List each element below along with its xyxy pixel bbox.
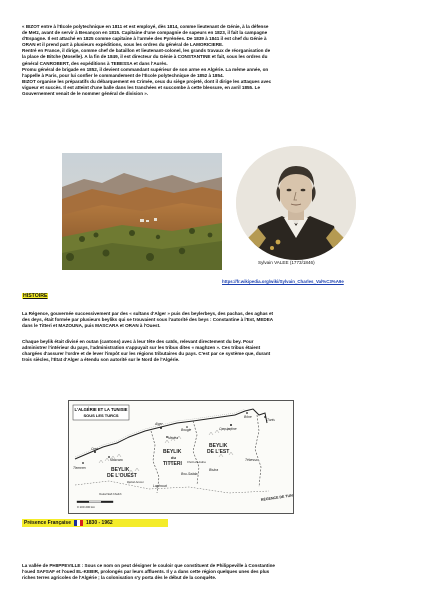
text-line: la place de Bitche (Moselle). A la fin de 1849, il est directeur du Génie à CONSTANTINE et fait, sous les ordres du [22, 54, 268, 60]
map-city-bou-saada: Bou-Saâda [181, 472, 198, 476]
regence-paragraph [22, 311, 404, 329]
map-label-beylik-titteri: BEYLIK [163, 449, 182, 455]
text-line: La Régence, gouvernée successivement par des « sultans d'Alger » puis des beylerbeys, des pachas, des aghas et [22, 311, 274, 316]
text-line: ORAN et il prend part à plusieurs expéditions, sous les ordres du général de LAMORICIERE. [22, 42, 224, 48]
algeria-turkish-map [68, 400, 294, 514]
bizot-biography-paragraph [22, 24, 404, 97]
map-scale-label: 0 100 200 km [77, 505, 96, 509]
map-label-beylik-ouest: BEYLIK [111, 467, 130, 473]
map-title-1: L'ALGÉRIE ET LA TUNISIE [74, 407, 128, 412]
beylik-paragraph [22, 339, 404, 363]
map-city-tebessa: Tébessa [245, 458, 258, 462]
map-city-medea: Médéa [168, 436, 179, 440]
text-line: riches terres agricoles de l'Algérie ; la colonisation s'y porta dès le début de la conquête. [22, 575, 217, 581]
landscape-photo [62, 153, 222, 270]
text-line: des deys, était formée par plusieurs beyliks qui se trouvaient sous l'autorité des beys : Constantine à l'Est, MEDEA [22, 317, 274, 323]
map-city-biskra: Biskra [209, 468, 219, 472]
map-title-2: SOUS LES TURCS [83, 413, 119, 418]
text-line: La vallée de PHIIPPEVILLE : Sous ce nom on peut désigner le couloir que constituent de Philippeville à Constantine [22, 563, 275, 568]
vallee-philippeville-paragraph [22, 563, 404, 581]
map-label-djebel-amour: Djebel Amour [127, 480, 144, 484]
map-city-bougie: Bougie [181, 428, 192, 432]
map-label-beylik-ouest-2: DE L'OUEST [107, 473, 137, 479]
presence-years: 1830 - 1962 [85, 520, 113, 526]
map-city-alger: Alger [155, 422, 163, 426]
map-label-regence-tunis: RÉGENCE DE TUNIS [260, 493, 293, 502]
map-city-constantine: Constantine [219, 427, 237, 431]
text-line: général CANROBERT, des expéditions à TEBESSA et dans l'Aurès. [22, 60, 168, 66]
map-city-bone: Bône [244, 415, 252, 419]
map-label-beylik-titteri-3: TITTERI [163, 461, 182, 467]
text-line: Gouvernement venait de le nommer général de division ». [22, 91, 149, 97]
text-line: Promu général de brigade en 1852, il devient commandant supérieur de son arme en Algérie. La même année, on [22, 66, 269, 72]
histoire-heading: HISTOIRE [23, 293, 48, 299]
text-line: vigueur et succès. Il est atteint d'une balle dans les tranchées et succombe à cette blessure, en avril 1855. Le [22, 84, 261, 90]
map-label-beylik-est: BEYLIK [209, 443, 228, 449]
text-line: l'oued SAFSAF et l'oued EL-KEBIR, prolongés par leurs affluents. Il y a dans cette région quelques unes des plus [22, 569, 270, 575]
text-line: « BIZOT entre à l'École polytechnique en 1811 et est employé, dès 1814, comme lieutenant de Génie, à la défense [22, 24, 269, 29]
map-city-oran: Oran [91, 447, 99, 451]
text-line: l'appelle à Paris, pour lui confier le commandement de l'École polytechnique de 1852 à 1854. [22, 72, 224, 78]
text-line: Rentré en France, il dirige, comme chef de bataillon et lieutenant-colonel, les grands travaux de réorganisation de [22, 48, 271, 54]
map-label-beylik-titteri-2: du [171, 455, 176, 460]
text-line: administrer l'intérieur du pays, l'administration s'appuyait sur les tribus dites « maghzen ». Ces tribus étaient [22, 345, 261, 351]
text-line: trois siècles, l'État d'Alger a étendu son autorité sur le Nord de l'Algérie. [22, 357, 180, 363]
map-city-tlemcen: Tlemcen [73, 466, 86, 470]
map-label-ouled-sidi-cheikh: Ouled Sidi Cheikh [99, 492, 122, 496]
text-line: d'Espagne. Il est attaché en 1825 comme capitaine à l'armée des Pyrénées. De 1839 à 1841 il est chef du Génie à [22, 36, 267, 42]
text-line: chargées d'assurer l'ordre et de lever l'impôt sur les régions tributaires du pays. C'est par ce système que, durant [22, 351, 271, 357]
french-flag-icon [74, 520, 83, 526]
map-city-laghouat: Laghouat [153, 484, 167, 488]
map-label-chott: Chott el Hodna [187, 460, 206, 464]
text-line: de Metz, avant de servir à Besançon en 1815. Capitaine d'une compagnie de sapeurs en 1823, il fait la campagne [22, 30, 268, 36]
text-line: BIZOT organise les préparatifs du débarquement en Crimée, ceux du siège projeté, dont il dirige les attaques avec [22, 78, 272, 84]
text-line: Chaque beylik était divisé en outan (cantons) avec à leur tête des caïds, relevant directement du bey. Pour [22, 339, 254, 344]
text-line: dans le Titteri et MAZOUNA, puis MASCARA et ORAN à l'Ouest. [22, 323, 161, 329]
presence-label: Présence Française [24, 520, 71, 526]
portrait-caption: Sylvain VALEE (1773/1846) [258, 260, 315, 265]
presence-francaise-banner [22, 519, 168, 527]
map-label-beylik-est-2: DE L'EST [207, 449, 230, 455]
portrait-sylvain-valee [236, 146, 356, 260]
map-city-mascara: Mascara [110, 458, 123, 462]
map-city-tunis: Tunis [267, 418, 275, 422]
wikipedia-link[interactable]: https://fr.wikipedia.org/wiki/Sylvain_Charles_Val%C3%A9e [222, 279, 344, 284]
